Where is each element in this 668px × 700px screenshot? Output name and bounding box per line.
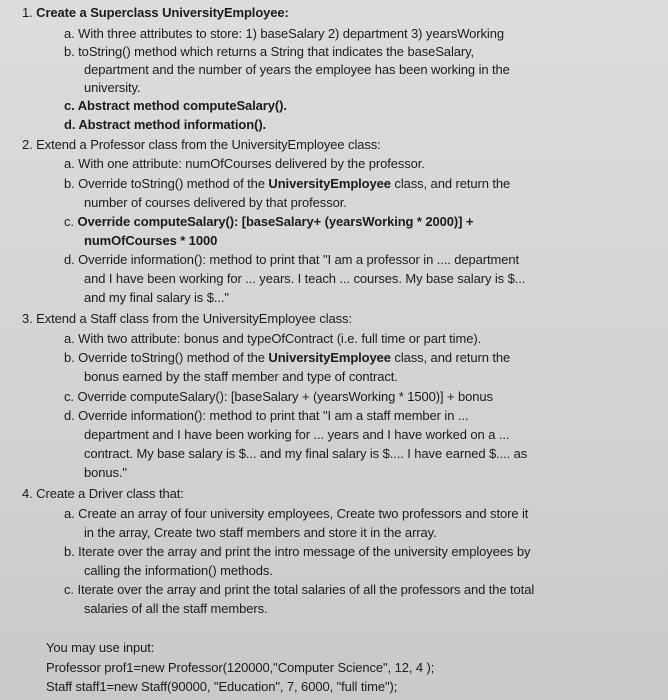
item-1d <box>64 117 266 133</box>
section-number: 1. <box>22 5 33 20</box>
item-3d-cont: contract. My base salary is $... and my final salary is $.... I have earned $.... as <box>84 446 528 461</box>
item-3d-cont: department and I have been working for ... years and I have worked on a ... <box>84 427 510 442</box>
item-4b-cont: calling the information() methods. <box>84 563 273 578</box>
item-2b-cont: number of courses delivered by that professor. <box>84 195 347 210</box>
item-1c <box>64 98 287 114</box>
item-letter: b. <box>64 176 75 191</box>
item-text: Override computeSalary(): [baseSalary + (yearsWorking * 1500)] + bonus <box>77 389 493 404</box>
item-4b <box>64 544 530 560</box>
section-title: Extend a Staff class from the UniversityEmployee class: <box>36 311 352 326</box>
section-2-heading <box>22 137 381 153</box>
item-text: Override information(): method to print that "I am a professor in .... department <box>78 252 520 267</box>
section-3-heading <box>22 311 352 327</box>
item-text: Override information(): method to print that "I am a staff member in ... <box>78 408 469 423</box>
item-3d-cont: bonus." <box>84 465 127 480</box>
item-1b-cont: university. <box>84 80 141 95</box>
item-1b-cont: department and the number of years the employee has been working in the <box>84 62 510 77</box>
item-2c-cont: numOfCourses * 1000 <box>84 233 218 248</box>
item-3c <box>64 389 493 405</box>
section-title: Extend a Professor class from the UniversityEmployee class: <box>36 137 381 152</box>
item-2c <box>64 214 473 230</box>
section-number: 3. <box>22 311 33 326</box>
section-4-heading <box>22 486 184 502</box>
item-letter: d. <box>64 117 76 132</box>
section-title: Create a Superclass <box>36 5 163 20</box>
item-text: toString() method which returns a String that indicates the baseSalary, <box>78 44 475 59</box>
item-text: Override toString() method of the <box>78 350 269 365</box>
footer-code-line-1: Professor prof1=new Professor(120000,"Computer Science", 12, 4 ); <box>46 660 435 675</box>
item-letter: c. <box>64 389 74 404</box>
item-3b-cont: bonus earned by the staff member and type of contract. <box>84 369 398 384</box>
item-letter: c. <box>64 582 74 597</box>
item-letter: b. <box>64 350 75 365</box>
item-letter: b. <box>64 544 75 559</box>
item-letter: c. <box>64 98 75 113</box>
item-2b <box>64 176 510 192</box>
item-4c-cont: salaries of all the staff members. <box>84 601 268 616</box>
item-text-bold: UniversityEmployee <box>268 350 391 365</box>
section-title-class: UniversityEmployee: <box>162 5 289 20</box>
item-text: Create an array of four university employees, Create two professors and store it <box>78 506 529 521</box>
section-number: 2. <box>22 137 33 152</box>
item-1b <box>64 44 474 60</box>
item-text: With one attribute: numOfCourses delivered by the professor. <box>78 156 425 171</box>
item-2a <box>64 156 425 172</box>
item-text: Iterate over the array and print the intro message of the university employees by <box>78 544 531 559</box>
item-text: Abstract method information(). <box>78 117 267 132</box>
item-3a <box>64 331 481 347</box>
footer-code-line-2: Staff staff1=new Staff(90000, "Education", 7, 6000, "full time"); <box>46 679 398 694</box>
item-text: Override computeSalary(): [baseSalary+ (yearsWorking * 2000)] + <box>77 214 474 229</box>
item-letter: c. <box>64 214 74 229</box>
item-letter: a. <box>64 156 75 171</box>
item-letter: d. <box>64 252 75 267</box>
item-letter: a. <box>64 26 75 41</box>
item-letter: b. <box>64 44 75 59</box>
footer-intro: You may use input: <box>46 640 155 655</box>
section-number: 4. <box>22 486 33 501</box>
item-text: Iterate over the array and print the total salaries of all the professors and the total <box>77 582 535 597</box>
section-1-heading <box>22 5 289 21</box>
item-text: Override toString() method of the <box>78 176 269 191</box>
item-1a <box>64 26 504 42</box>
item-text-bold: UniversityEmployee <box>268 176 391 191</box>
item-text: Abstract method computeSalary(). <box>77 98 287 113</box>
item-text: With two attribute: bonus and typeOfContract (i.e. full time or part time). <box>78 331 482 346</box>
item-4a <box>64 506 528 522</box>
item-2d-cont: and I have been working for ... years. I teach ... courses. My base salary is $... <box>84 271 526 286</box>
item-letter: a. <box>64 331 75 346</box>
item-4a-cont: in the array, Create two staff members and store it in the array. <box>84 525 437 540</box>
item-letter: a. <box>64 506 75 521</box>
item-4c <box>64 582 534 598</box>
item-text: class, and return the <box>390 350 511 365</box>
item-2d-cont: and my final salary is $..." <box>84 290 229 305</box>
item-letter: d. <box>64 408 75 423</box>
item-3d <box>64 408 468 424</box>
item-text: With three attributes to store: 1) baseSalary 2) department 3) yearsWorking <box>78 26 504 41</box>
item-3b <box>64 350 510 366</box>
section-title: Create a Driver class that: <box>36 486 184 501</box>
item-text: class, and return the <box>390 176 511 191</box>
item-2d <box>64 252 519 268</box>
